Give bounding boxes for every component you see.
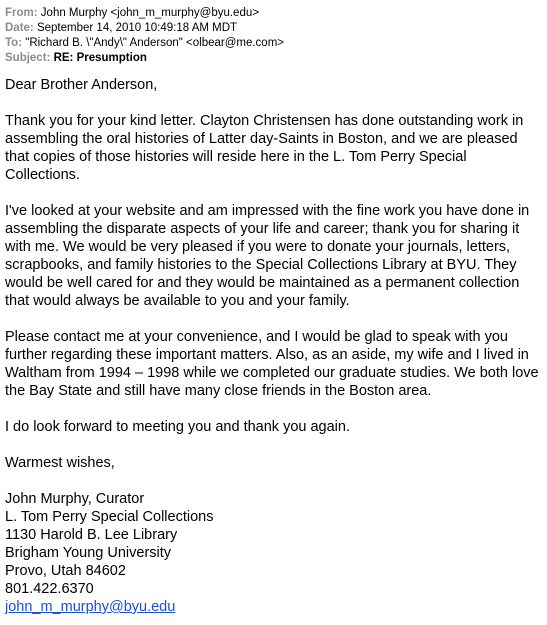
date-row xyxy=(5,21,284,36)
signature-block xyxy=(5,490,543,616)
email-headers xyxy=(5,6,284,66)
closing: Warmest wishes, xyxy=(5,455,115,471)
to-row xyxy=(5,36,284,51)
date-label: Date: xyxy=(5,22,34,34)
greeting: Dear Brother Anderson, xyxy=(5,77,158,93)
date-value: September 14, 2010 10:49:18 AM MDT xyxy=(36,22,238,34)
signature-phone: 801.422.6370 xyxy=(5,581,94,597)
to-value[interactable]: "Richard B. \"Andy\" Anderson" <olbear@me.com> xyxy=(25,37,285,49)
to-label: To: xyxy=(5,37,23,49)
paragraph-2: I've looked at your website and am impressed with the fine work you have done in assembling the disparate aspects of your life and career; thank you for sharing it with me. We would be very pleased if you were to donate your journals, letters, scrapbooks, and family histories to the Special Collections Library at BYU. They would be well cared for and they would be maintained as a permanent collection that would always be available to you and your family. xyxy=(5,203,530,309)
paragraph-4: I do look forward to meeting you and thank you again. xyxy=(5,419,350,435)
signature-email-link[interactable]: john_m_murphy@byu.edu xyxy=(5,599,176,615)
signature-name: John Murphy, Curator xyxy=(5,491,145,507)
signature-university: Brigham Young University xyxy=(5,545,172,561)
signature-department: L. Tom Perry Special Collections xyxy=(5,509,214,525)
paragraph-1: Thank you for your kind letter. Clayton Christensen has done outstanding work in assembling the oral histories of Latter day-Saints in Boston, and we are pleased that copies of those histories will reside here in the L. Tom Perry Special Collections. xyxy=(5,113,524,183)
subject-row xyxy=(5,51,284,66)
subject-label: Subject: xyxy=(5,52,51,64)
from-label: From: xyxy=(5,7,38,19)
paragraph-3: Please contact me at your convenience, and I would be glad to speak with you further regarding these important matters. Also, as an aside, my wife and I lived in Waltham from 1994 – 1998 while we completed our graduate studies. We both love the Bay State and still have many close friends in the Boston area. xyxy=(5,329,539,399)
message-body xyxy=(5,76,543,616)
from-row xyxy=(5,6,284,21)
signature-address: 1130 Harold B. Lee Library xyxy=(5,527,178,543)
subject-value: RE: Presumption xyxy=(53,52,147,64)
signature-city: Provo, Utah 84602 xyxy=(5,563,126,579)
from-value[interactable]: John Murphy <john_m_murphy@byu.edu> xyxy=(40,7,259,19)
